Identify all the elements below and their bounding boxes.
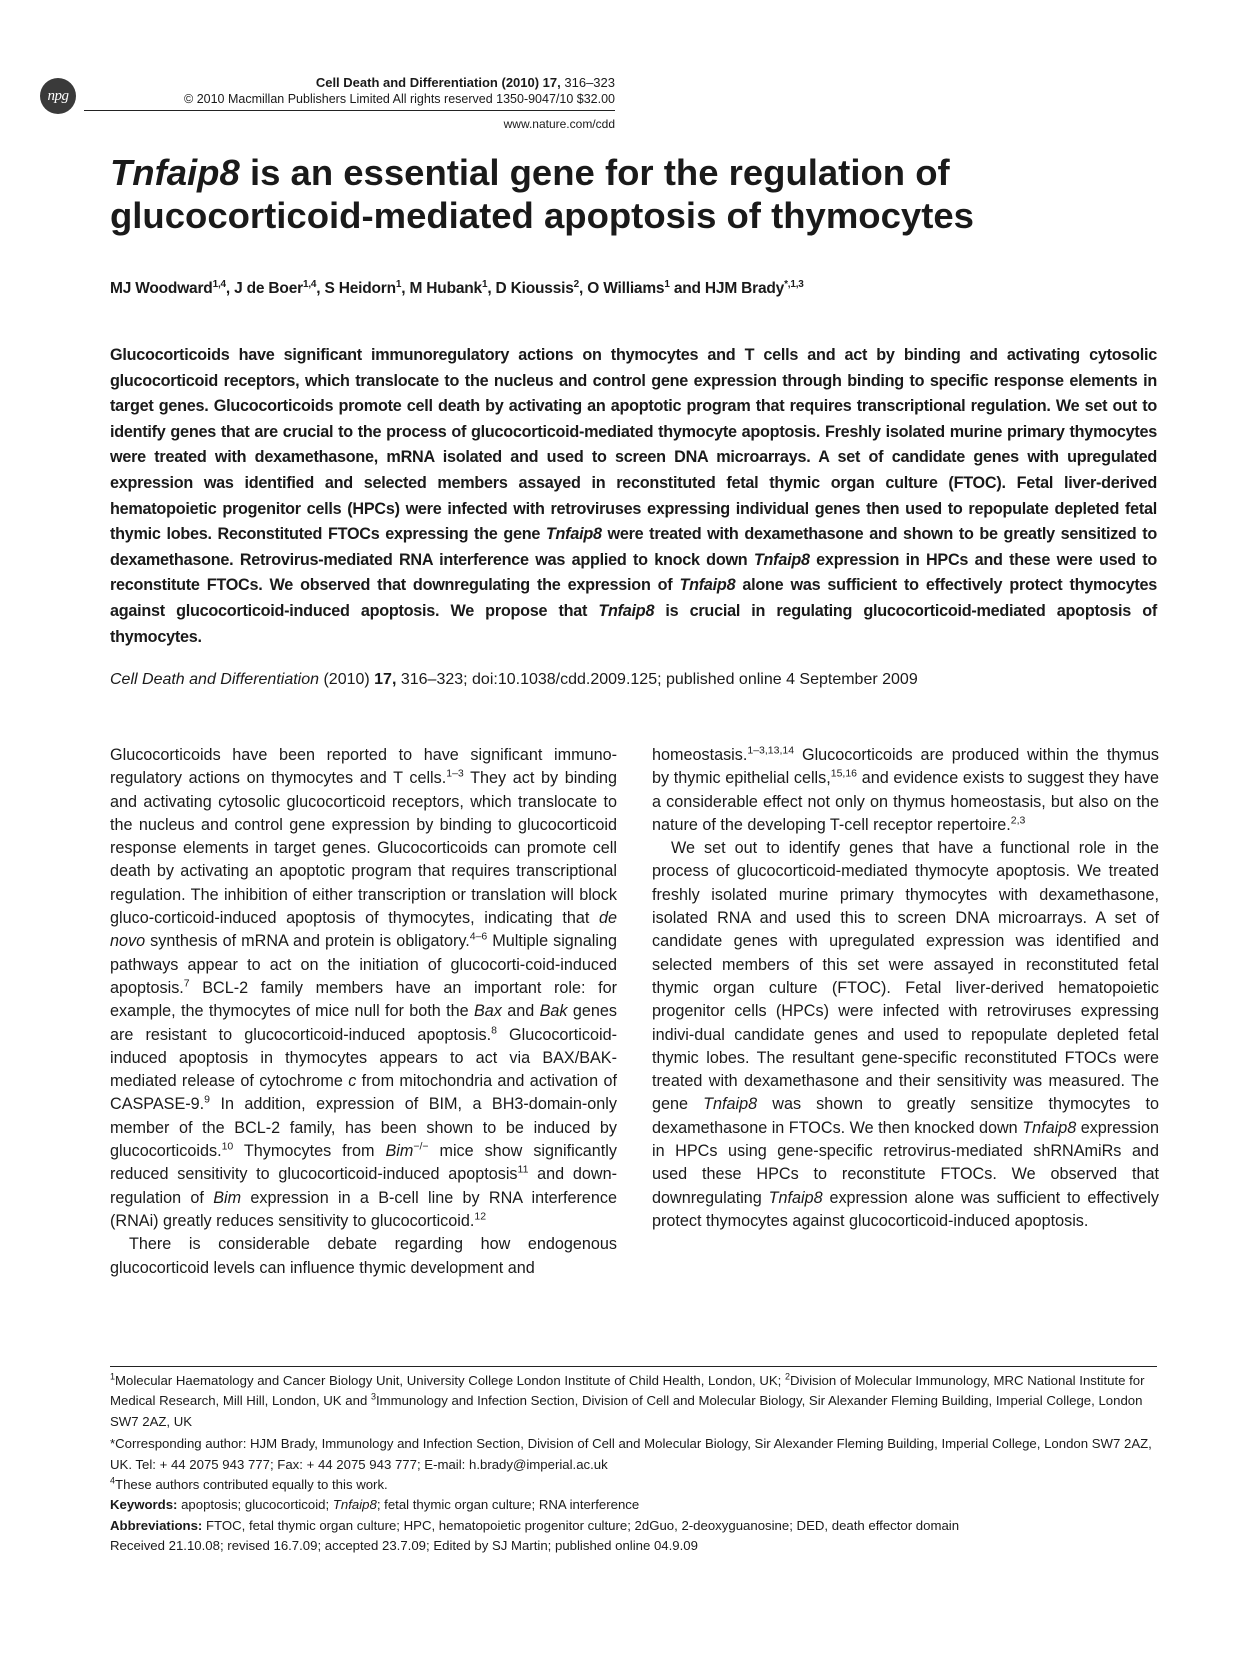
footnotes: [110, 1371, 1157, 1557]
body-paragraph: There is considerable debate regarding how endogenous glucocorticoid levels can influence thymic development and: [110, 1235, 617, 1277]
author-affiliation: 2: [573, 279, 580, 290]
journal-header: [120, 74, 615, 108]
author-separator: ,: [579, 280, 588, 298]
author-affiliation: 1: [395, 279, 402, 290]
abstract: Glucocorticoids have significant immunoregulatory actions on thymocytes and T cells and act by binding and activating cytosolic glucocorticoid receptors, which translocate to the nucleus and control gene expression through binding to specific response elements in target genes. Glucocorticoids promote cell death by activating an apoptotic program that requires transcriptional regulation. We set out to identify genes that are crucial to the process of glucocorticoid-mediated thymocyte apoptosis. Freshly isolated murine primary thymocytes were treated with dexamethasone, mRNA isolated and used to screen DNA microarrays. A set of candidate genes with upregulated expression was identified and selected members assayed in reconstituted fetal thymic organ culture (FTOC). Fetal liver-derived hematopoietic progenitor cells (HPCs) were infected with retroviruses expressing individual genes then used to repopulate depleted fetal thymic lobes. Reconstituted FTOCs expressing the gene Tnfaip8 were treated with dexamethasone and shown to be greatly sensitized to dexamethasone. Retrovirus-mediated RNA interference was applied to knock down Tnfaip8 expression in HPCs and these were used to reconstitute FTOCs. We observed that downregulating the expression of Tnfaip8 alone was sufficient to effectively protect thymocytes against glucocorticoid-induced apoptosis. We propose that Tnfaip8 is crucial in regulating glucocorticoid-mediated apoptosis of thymocytes.: [110, 346, 1157, 646]
author-affiliation: 1,4: [212, 279, 226, 290]
article-title: Tnfaip8 is an essential gene for the regulation of glucocorticoid-mediated apoptosis of thymocytes: [110, 152, 974, 236]
author-separator: ,: [401, 280, 410, 298]
npg-logo: npg: [40, 78, 76, 114]
equal-contribution: $^4$These authors contributed equally to this work.: [110, 1475, 388, 1493]
author-list: [110, 279, 1160, 298]
footnote-rule: [110, 1366, 1157, 1367]
author-affiliation: 1: [481, 279, 488, 290]
author-affiliation: 1,4: [302, 279, 317, 290]
author-name: D Kioussis: [495, 280, 574, 298]
journal-citation-line: Cell Death and Differentiation (2010) 17, 316–323: [315, 75, 615, 90]
body-paragraph: We set out to identify genes that have a functional role in the process of glucocorticoid-mediated thymocyte apoptosis. We treated freshly isolated murine primary thymocytes with dexamethasone, isolated RNA and used this to screen DNA microarrays. A set of candidate genes with upregulated expression was identified and selected members of this set were assayed in reconstituted fetal thymic organ culture (FTOC). Fetal liver-derived hematopoietic progenitor cells (HPCs) were infected with retroviruses expressing indivi-dual candidate genes and used to repopulate depleted fetal thymic lobes. The resultant gene-specific reconstituted FTOCs were treated with dexamethasone and their sensitivity was measured. The gene Tnfaip8 was shown to greatly sensitize thymocytes to dexamethasone in FTOCs. We then knocked down Tnfaip8 expression in HPCs using gene-specific retrovirus-mediated shRNAmiRs and used these HPCs to reconstitute FTOCs. We observed that downregulating Tnfaip8 expression alone was sufficient to effectively protect thymocytes against glucocorticoid-induced apoptosis.: [652, 839, 1159, 1230]
author-name: HJM Brady: [704, 280, 785, 298]
journal-url[interactable]: www.nature.com/cdd: [503, 117, 615, 131]
author-separator: ,: [487, 280, 496, 298]
received-dates: Received 21.10.08; revised 16.7.09; accepted 23.7.09; Edited by SJ Martin; published online 04.9.09: [110, 1538, 698, 1554]
author-name: J de Boer: [234, 280, 303, 298]
author-name: M Hubank: [409, 280, 482, 298]
corresponding-author: *Corresponding author: HJM Brady, Immunology and Infection Section, Division of Cell and Molecular Biology, Sir Alexander Fleming Building, Imperial College, London SW7 2AZ, UK. Tel: + 44 2075 943 777; Fax: + 44 2075 943 777; E-mail: h.brady@imperial.ac.uk: [110, 1436, 1152, 1472]
affiliations: $^1$Molecular Haematology and Cancer Biology Unit, University College London Institute of Child Health, London, UK; $^2$Division of Molecular Immunology, MRC National Institute for Medical Research, Mill Hill, London, UK and $^3$Immunology and Infection Section, Division of Cell and Molecular Biology, Sir Alexander Fleming Building, Imperial College, London SW7 2AZ, UK: [110, 1371, 1145, 1429]
body-paragraph: Glucocorticoids have been reported to have significant immuno-regulatory actions on thymocytes and T cells.$^{1-3}$ They act by binding and activating cytosolic glucocorticoid receptors, which translocate to the nucleus and control gene expression by binding to glucocorticoid response elements in target genes. Glucocorticoids can promote cell death by activating an apoptotic program that requires transcriptional regulation. The inhibition of either transcription or translation will block gluco-corticoid-induced apoptosis of thymocytes, indicating that de novo synthesis of mRNA and protein is obligatory.$^{4-6}$ Multiple signaling pathways appear to act on the initiation of glucocorti-coid-induced apoptosis.$^7$ BCL-2 family members have an important role: for example, the thymocytes of mice null for both the Bax and Bak genes are resistant to glucocorticoid-induced apoptosis.$^8$ Glucocorticoid-induced apoptosis in thymocytes appears to act via BAX/BAK-mediated release of cytochrome c from mitochondria and activation of CASPASE-9.$^9$ In addition, expression of BIM, a BH3-domain-only member of the BCL-2 family, has been shown to be induced by glucocorticoids.$^{10}$ Thymocytes from Bim−/− mice show significantly reduced sensitivity to glucocorticoid-induced apoptosis$^{11}$ and down-regulation of Bim expression in a B-cell line by RNA interference (RNAi) greatly reduces sensitivity to glucocorticoid.$^{12}$: [110, 746, 618, 1230]
author-separator: ,: [316, 280, 325, 298]
header-rule: [84, 110, 615, 111]
author-affiliation: 1: [664, 279, 670, 290]
copyright-line: © 2010 Macmillan Publishers Limited All rights reserved 1350-9047/10 $32.00: [184, 92, 615, 106]
author-affiliation: *,1,3: [784, 279, 804, 290]
article-citation: Cell Death and Differentiation (2010) 17, 316–323; doi:10.1038/cdd.2009.125; published online 4 September 2009: [110, 671, 918, 688]
body-column-right: [652, 744, 1159, 1233]
abbreviations: Abbreviations: FTOC, fetal thymic organ culture; HPC, hematopoietic progenitor culture; 2dGuo, 2-deoxyguanosine; DED, death effector domain: [110, 1517, 960, 1533]
body-paragraph: homeostasis.$^{1-3,13,14}$ Glucocorticoids are produced within the thymus by thymic epithelial cells,$^{15,16}$ and evidence exists to suggest they have a considerable effect not only on thymus homeostasis, but also on the nature of the developing T-cell receptor repertoire.$^{2,3}$: [652, 744, 1160, 834]
keywords: Keywords: apoptosis; glucocorticoid; Tnfaip8; fetal thymic organ culture; RNA interference: [110, 1497, 640, 1513]
author-name: MJ Woodward: [110, 280, 213, 298]
author-separator: ,: [225, 280, 235, 298]
author-name: O Williams: [587, 280, 665, 298]
body-column-left: [110, 744, 617, 1280]
author-name: S Heidorn: [324, 280, 396, 298]
author-separator: and: [669, 280, 705, 298]
